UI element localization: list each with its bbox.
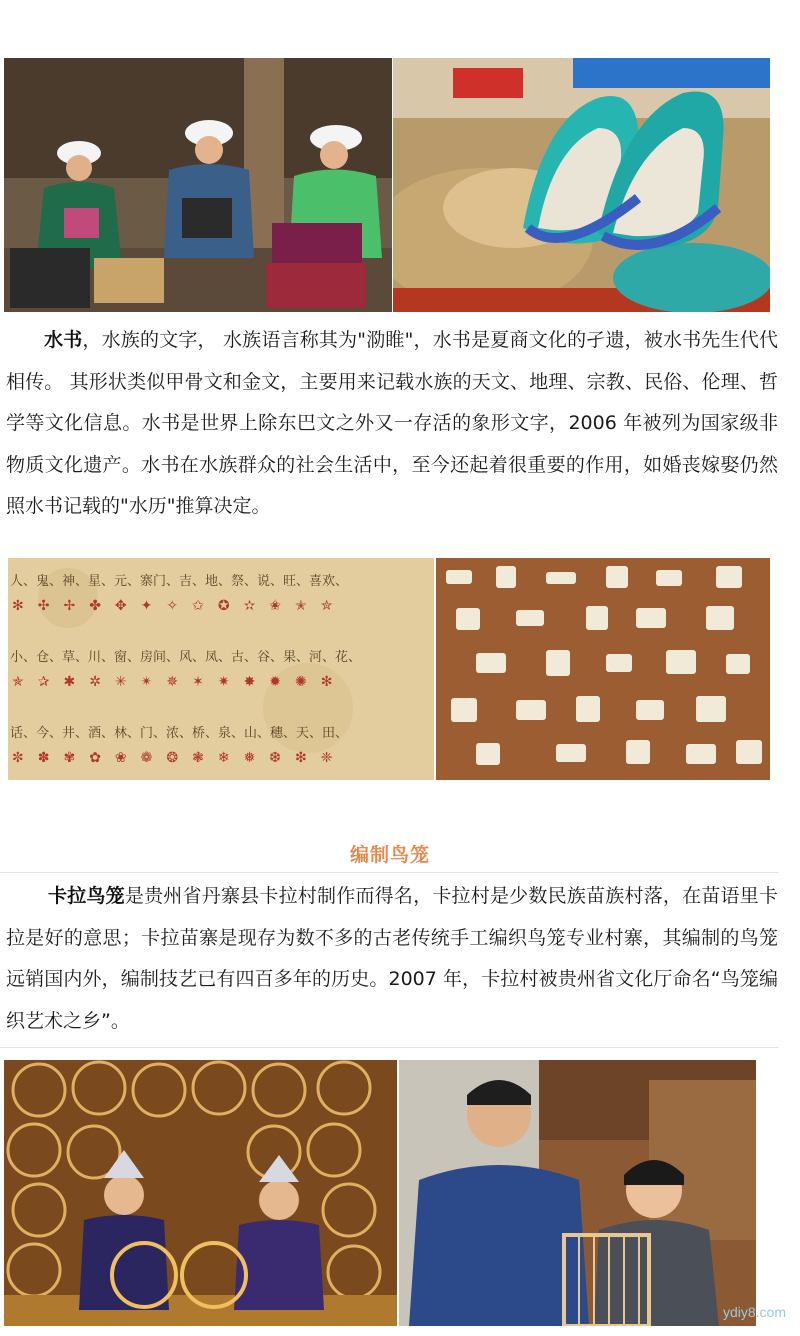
photo-embroidery-women xyxy=(4,58,392,312)
birdcage-term: 卡拉鸟笼 xyxy=(48,885,125,907)
glyph-row-3: ✼✽✾✿❀❁❂❃❄❅❆❇❈ xyxy=(12,750,347,766)
photo-birdcage-women xyxy=(4,1060,397,1326)
chart-row-3: 话、今、井、酒、林、门、浓、桥、泉、山、穗、天、田、 xyxy=(10,726,349,741)
birdcage-section-title: 编制鸟笼 xyxy=(349,844,430,866)
divider-bottom xyxy=(0,1047,778,1048)
birdcage-description: 是贵州省丹寨县卡拉村制作而得名，卡拉村是少数民族苗族村落，在苗语里卡拉是好的意思；卡拉苗寨是现存为数不多的古老传统手工编织鸟笼专业村寨，其编制的鸟笼远销国内外，编制技艺已有四百多年的历史。2007 年，卡拉村被贵州省文化厅命名“鸟笼编织艺术之乡”。 xyxy=(6,885,778,1032)
chart-row-1: 人、鬼、神、星、元、寨门、吉、地、祭、说、旺、喜欢、 xyxy=(10,574,349,589)
divider-top xyxy=(0,872,778,873)
glyph-row-2: ✯✰✱✲✳✴✵✶✷✸✹✺✻ xyxy=(12,674,347,690)
photo-carved-characters xyxy=(436,558,770,780)
shuishu-paragraph xyxy=(6,320,778,528)
birdcage-paragraph xyxy=(6,876,778,1042)
watermark: ydiy8.com xyxy=(722,1304,786,1320)
chart-row-2: 小、仓、草、川、窗、房间、风、凤、古、谷、果、河、花、 xyxy=(10,650,362,665)
photo-birdcage-weaving xyxy=(399,1060,756,1326)
glyph-row-1: ✻✣✢✤✥✦✧✩✪✫✬✭✮ xyxy=(12,598,347,614)
photo-embroidered-shoes xyxy=(393,58,770,312)
shuishu-description: ，水族的文字， 水族语言称其为"泐睢"，水书是夏商文化的孑遗，被水书先生代代相传。 其形状类似甲骨文和金文，主要用来记载水族的天文、地理、宗教、民俗、伦理、哲学等文化信息。水书是世界上除东巴文之外又一存活的象形文字，2006 年被列为国家级非物质文化遗产。水书在水族群众的社会生活中，至今还起着很重要的作用，如婚丧嫁娶仍然照水书记载的"水历"推算决定。 xyxy=(6,329,778,517)
shuishu-term: 水书 xyxy=(44,329,83,351)
